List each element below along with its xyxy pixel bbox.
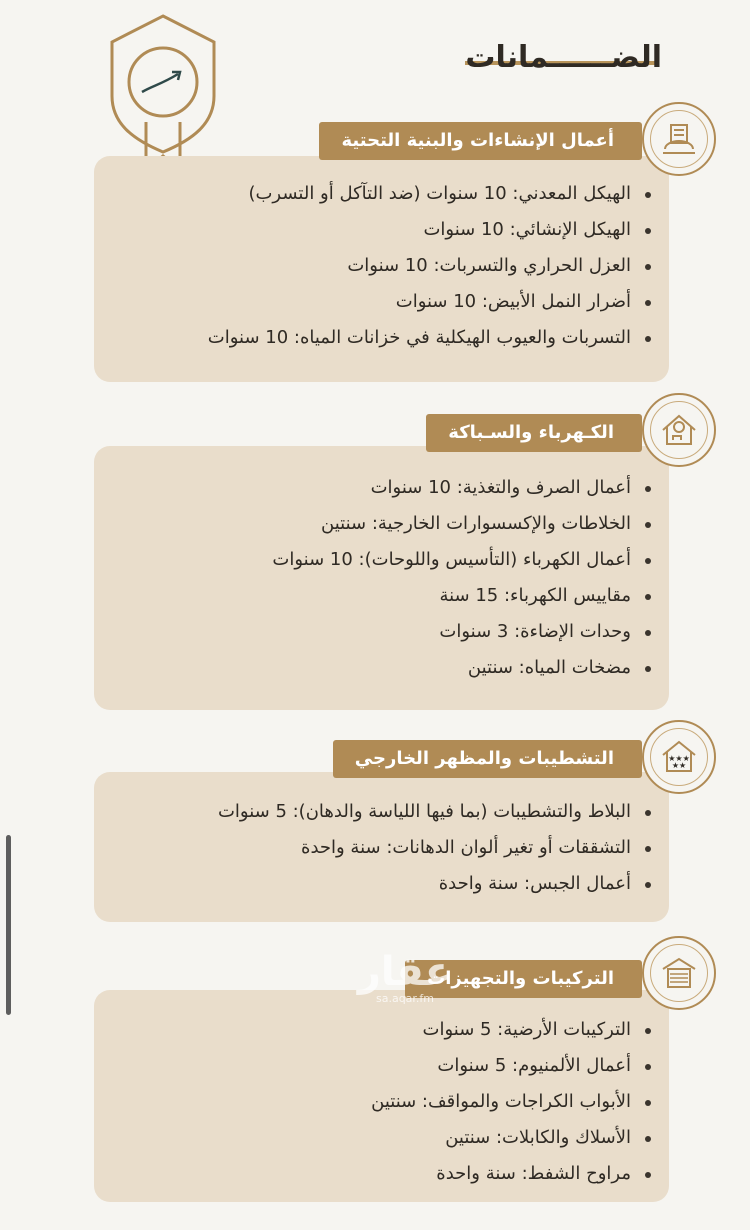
list-item: الهيكل الإنشائي: 10 سنوات xyxy=(102,212,653,248)
house-stars-icon xyxy=(659,737,699,777)
icon-circle xyxy=(642,936,716,1010)
list-item: مضخات المياه: سنتين xyxy=(102,650,653,686)
scrollbar[interactable] xyxy=(6,835,11,1015)
section-heading: الكـهرباء والسـباكة xyxy=(426,414,642,452)
icon-circle xyxy=(642,102,716,176)
list-item: أعمال الكهرباء (التأسيس واللوحات): 10 سنوات xyxy=(102,542,653,578)
icon-circle xyxy=(642,720,716,794)
award-badge-icon xyxy=(104,12,222,172)
list-item: أعمال الصرف والتغذية: 10 سنوات xyxy=(102,470,653,506)
list-item: التركيبات الأرضية: 5 سنوات xyxy=(102,1012,653,1048)
list-item: وحدات الإضاءة: 3 سنوات xyxy=(102,614,653,650)
list-item: الهيكل المعدني: 10 سنوات (ضد التآكل أو التسرب) xyxy=(102,176,653,212)
icon-circle xyxy=(642,393,716,467)
garage-door-icon xyxy=(659,953,699,993)
section-heading: أعمال الإنشاءات والبنية التحتية xyxy=(319,122,642,160)
section-card xyxy=(94,156,669,382)
list-item: الأبواب الكراجات والمواقف: سنتين xyxy=(102,1084,653,1120)
page-title: الضــــــمانات xyxy=(465,40,662,75)
watermark-url: sa.aqar.fm xyxy=(375,992,435,1005)
list-item: الأسلاك والكابلات: سنتين xyxy=(102,1120,653,1156)
page-title-wrap xyxy=(465,40,662,75)
list-item: التشققات أو تغير ألوان الدهانات: سنة واحدة xyxy=(102,830,653,866)
section-card xyxy=(94,446,669,710)
list-item: أعمال الجبس: سنة واحدة xyxy=(102,866,653,902)
section-card xyxy=(94,990,669,1202)
list-item: التسربات والعيوب الهيكلية في خزانات المياه: 10 سنوات xyxy=(102,320,653,356)
list-item: أعمال الألمنيوم: 5 سنوات xyxy=(102,1048,653,1084)
list-item: الخلاطات والإكسسوارات الخارجية: سنتين xyxy=(102,506,653,542)
house-electric-plumbing-icon xyxy=(659,410,699,450)
list-item: مراوح الشفط: سنة واحدة xyxy=(102,1156,653,1192)
list-item: مقاييس الكهرباء: 15 سنة xyxy=(102,578,653,614)
list-item: أضرار النمل الأبيض: 10 سنوات xyxy=(102,284,653,320)
watermark-logo: عقار xyxy=(357,949,453,995)
section-heading: التشطيبات والمظهر الخارجي xyxy=(333,740,642,778)
section-card xyxy=(94,772,669,922)
list-item: العزل الحراري والتسربات: 10 سنوات xyxy=(102,248,653,284)
section-heading: التركيبات والتجهيزات xyxy=(405,960,642,998)
list-item: البلاط والتشطيبات (بما فيها اللياسة والدهان): 5 سنوات xyxy=(102,794,653,830)
building-gear-icon xyxy=(659,119,699,159)
svg-text:★★★: ★★★ xyxy=(668,754,690,763)
svg-text:★★: ★★ xyxy=(671,761,687,770)
watermark xyxy=(340,950,470,1020)
